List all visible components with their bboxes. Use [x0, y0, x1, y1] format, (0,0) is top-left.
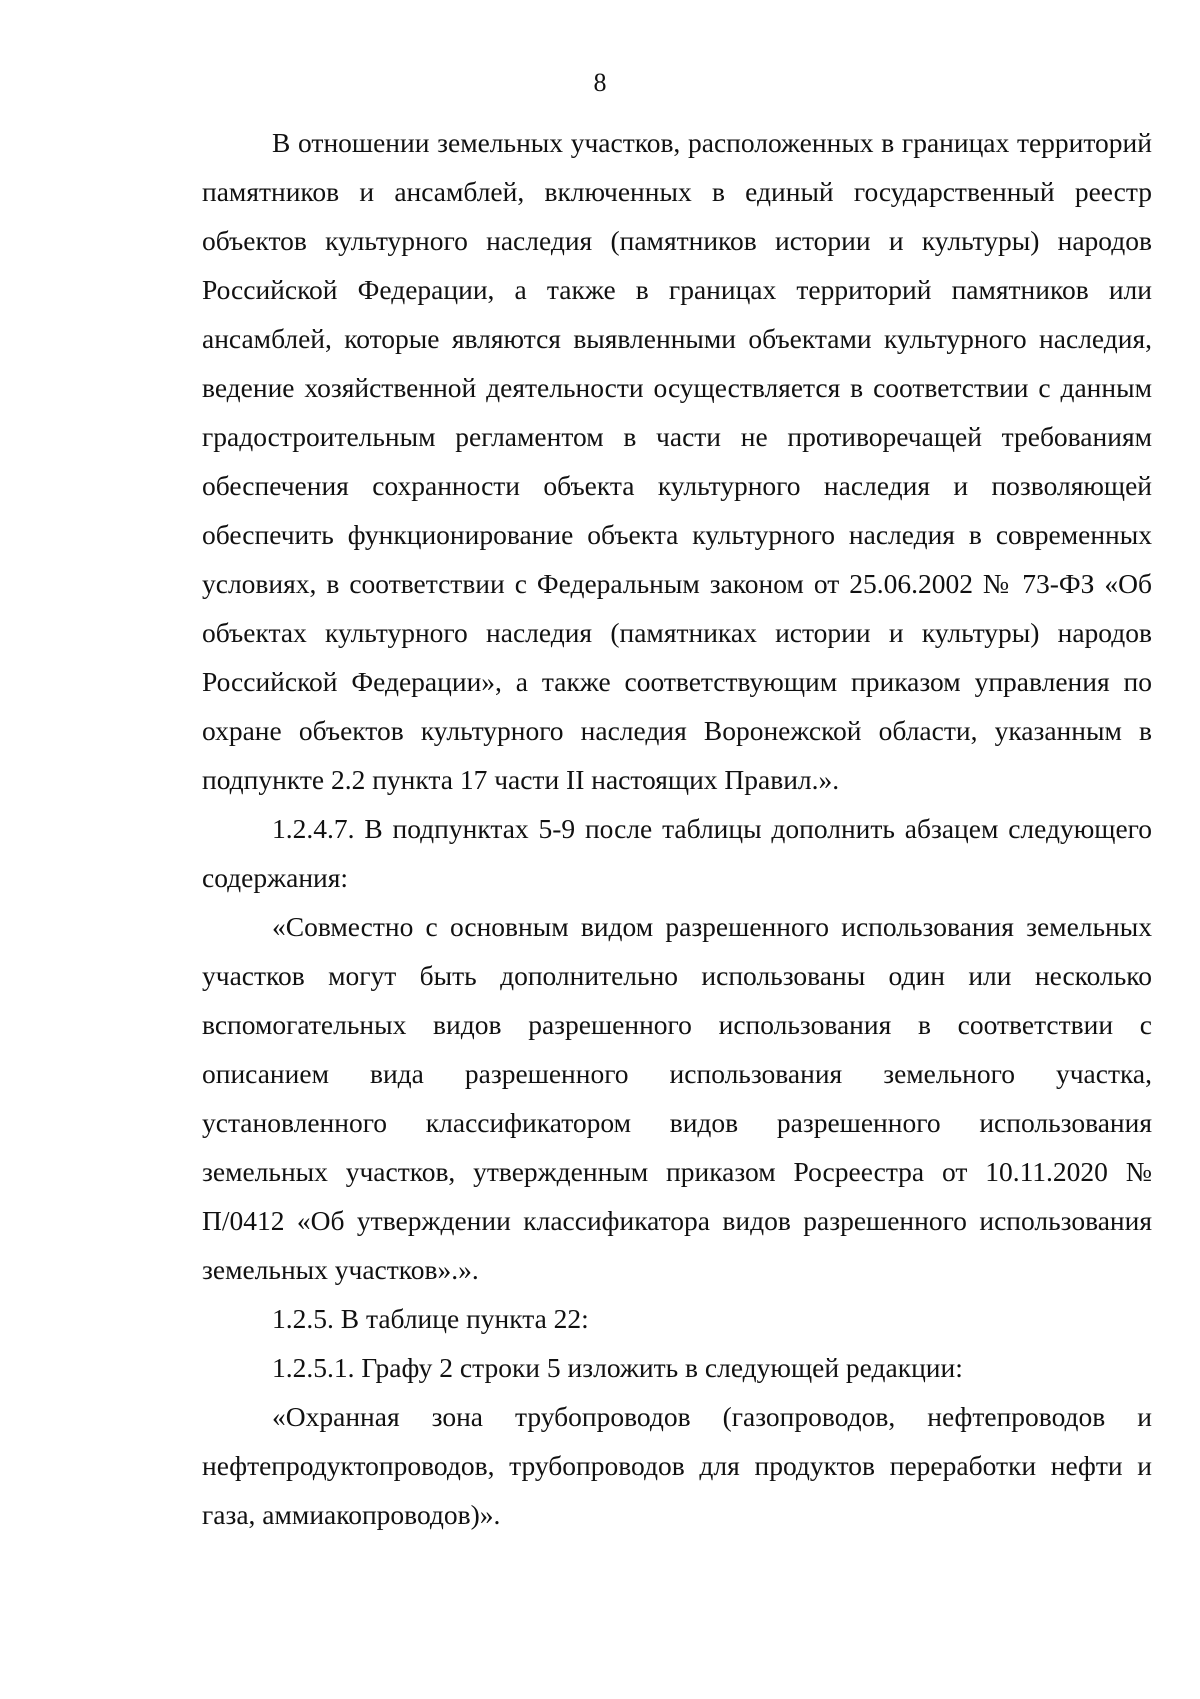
paragraph-cultural-heritage: В отношении земельных участков, расположенных в границах территорий памятников и ансамблей, включенных в единый государственный реестр объектов культурного наследия (памятников истории и культуры) народов Российской Федерации, а также в границах территорий памятников или ансамблей, которые являются выявленными объектами культурного наследия, ведение хозяйственной деятельности осуществляется в соответствии с данным градостроительным регламентом в части не противоречащей требованиям обеспечения сохранности объекта культурного наследия и позволяющей обеспечить функционирование объекта культурного наследия в современных условиях, в соответствии с Федеральным законом от 25.06.2002 № 73-ФЗ «Об объектах культурного наследия (памятниках истории и культуры) народов Российской Федерации», а также соответствующим приказом управления по охране объектов культурного наследия Воронежской области, указанным в подпункте 2.2 пункта 17 части II настоящих Правил.».	[202, 127, 1152, 795]
paragraph-1-2-5-1: 1.2.5.1. Графу 2 строки 5 изложить в следующей редакции:	[272, 1352, 963, 1383]
paragraph-pipeline-zone: «Охранная зона трубопроводов (газопроводов, нефтепроводов и нефтепродуктопроводов, трубопроводов для продуктов переработки нефти и газа, аммиакопроводов)».	[202, 1401, 1152, 1530]
paragraph-1-2-4-7: 1.2.4.7. В подпунктах 5-9 после таблицы дополнить абзацем следующего содержания:	[202, 813, 1152, 893]
page-number: 8	[593, 68, 607, 97]
paragraph-1-2-5: 1.2.5. В таблице пункта 22:	[272, 1303, 589, 1334]
document-body	[202, 118, 1152, 1539]
paragraph-quoted-insertion: «Совместно с основным видом разрешенного использования земельных участков могут быть дополнительно использованы один или несколько вспомогательных видов разрешенного использования в соответствии с описанием вида разрешенного использования земельного участка, установленного классификатором видов разрешенного использования земельных участков, утвержденным приказом Росреестра от 10.11.2020 № П/0412 «Об утверждении классификатора видов разрешенного использования земельных участков».».	[202, 911, 1152, 1285]
